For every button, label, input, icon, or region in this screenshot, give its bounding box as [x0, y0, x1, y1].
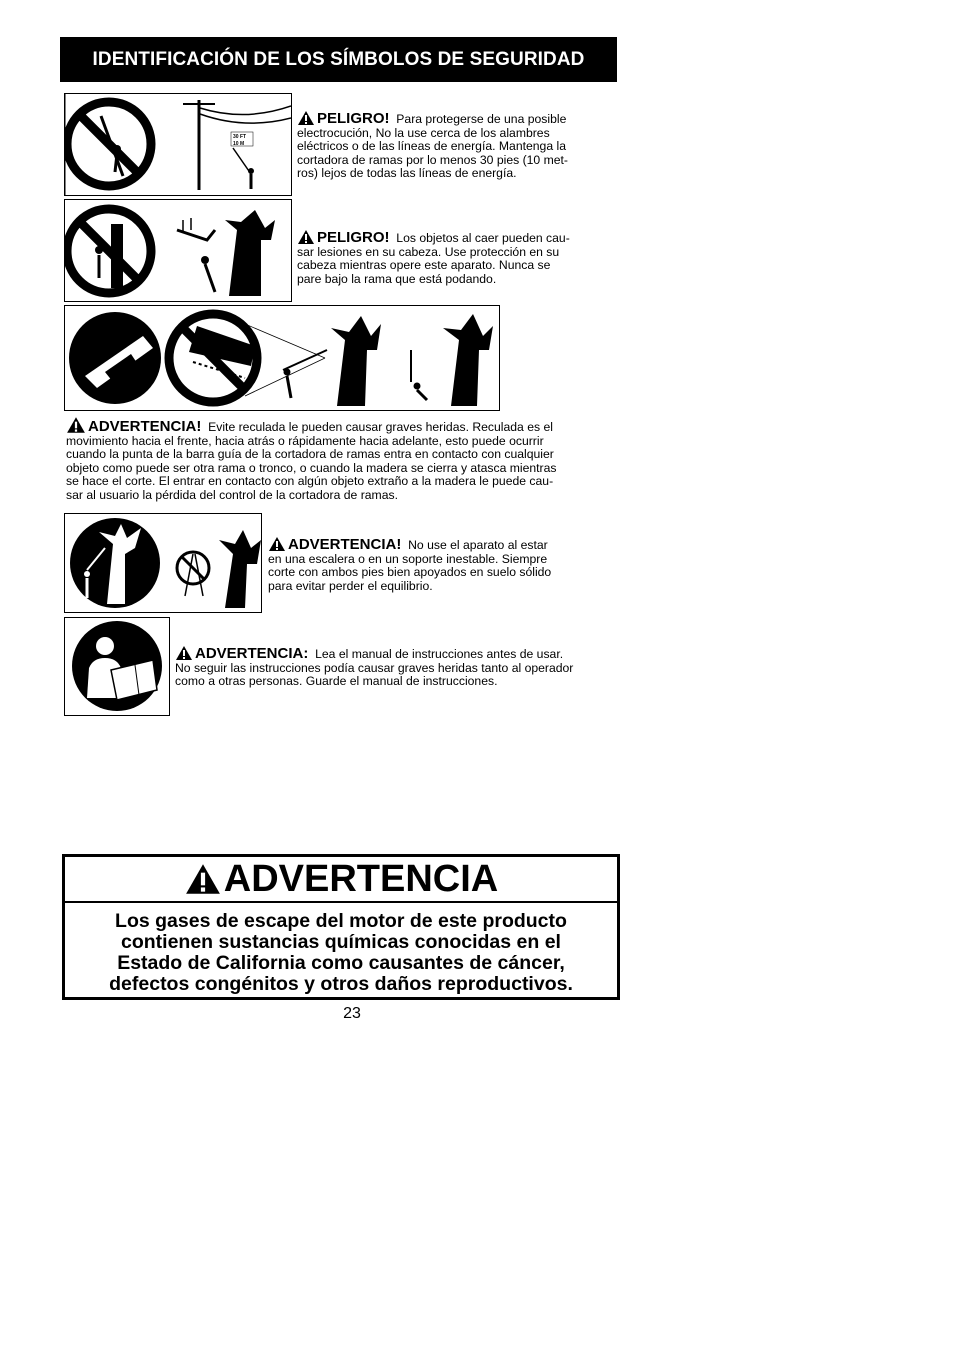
warning-line: sar lesiones en su cabeza. Use protección en su — [297, 244, 560, 259]
distance-label-metric: 10 M — [233, 141, 245, 147]
ladder-illustration — [64, 513, 262, 613]
warning-triangle-icon — [297, 110, 315, 126]
warning-line: como a otras personas. Guarde el manual de instrucciones. — [175, 674, 498, 689]
warning-line: electrocución, No la use cerca de los alambres — [297, 125, 550, 140]
warning-line: Para protegerse de una posible — [396, 112, 567, 126]
warning-line: eléctricos o de las líneas de energía. Mantenga la — [297, 139, 566, 154]
warning-heading: PELIGRO! — [317, 229, 390, 246]
warning-line: Evite reculada le pueden causar graves heridas. Reculada es el — [208, 420, 553, 434]
warning-falling-objects — [297, 229, 615, 286]
warning-line: cabeza mientras opere este aparato. Nunca se — [297, 258, 551, 273]
distance-label: 30 FT — [233, 134, 247, 140]
prop65-line: contienen sustancias químicas conocidas en el — [121, 931, 561, 953]
page-number: 23 — [343, 1005, 361, 1022]
warning-heading: PELIGRO! — [317, 110, 390, 127]
warning-line: Lea el manual de instrucciones antes de usar. — [315, 647, 564, 661]
warning-line: objeto como puede ser otra rama o tronco, o cuando la madera se cierra y atasca mientras — [66, 460, 557, 475]
warning-triangle-icon — [297, 229, 315, 245]
warning-line: se hace el corte. El entrar en contacto con algún objeto extraño a la madera le puede cau- — [66, 474, 554, 489]
warning-line: en una escalera o en un soporte inestable. Siempre — [268, 551, 548, 566]
falling-objects-illustration — [64, 199, 292, 302]
warning-line: cortadora de ramas por lo menos 30 pies (10 met- — [297, 152, 568, 167]
warning-line: No seguir las instrucciones podía causar graves heridas tanto al operador — [175, 660, 574, 675]
warning-heading: ADVERTENCIA: — [195, 645, 309, 662]
prop65-title-bar — [65, 857, 617, 903]
warning-line: para evitar perder el equilibrio. — [268, 578, 433, 593]
prop65-line: Estado de California como causantes de cáncer, — [117, 952, 565, 974]
warning-line: pare bajo la rama que está podando. — [297, 271, 497, 286]
warning-triangle-icon — [184, 862, 222, 896]
warning-line: movimiento hacia el frente, hacia atrás o rápidamente hacia adelante, esto puede ocurrir — [66, 433, 544, 448]
warning-heading: ADVERTENCIA! — [288, 536, 402, 553]
warning-ladder — [268, 536, 608, 593]
read-manual-illustration — [64, 617, 170, 716]
prop65-line: defectos congénitos y otros daños reproductivos. — [109, 973, 573, 995]
warning-triangle-icon — [66, 416, 86, 434]
section-header: IDENTIFICACIÓN DE LOS SÍMBOLOS DE SEGURIDAD — [60, 37, 617, 82]
warning-line: sar al usuario la pérdida del control de la cortadora de ramas. — [66, 487, 398, 502]
electrocution-illustration — [64, 93, 292, 196]
warning-heading: ADVERTENCIA! — [88, 418, 202, 435]
prop65-line: Los gases de escape del motor de este producto — [115, 910, 567, 932]
prop65-warning-box — [62, 854, 620, 1000]
warning-electrocution — [297, 110, 615, 181]
prop65-title: ADVERTENCIA — [223, 857, 499, 900]
prop65-body — [65, 903, 617, 995]
warning-line: cuando la punta de la barra guía de la cortadora de ramas entra en contacto con cualquier — [66, 447, 554, 462]
warning-read-manual — [175, 645, 615, 689]
warning-line: corte con ambos pies bien apoyados en suelo sólido — [268, 565, 552, 580]
warning-line: ros) lejos de todas las líneas de energía. — [297, 166, 517, 181]
warning-triangle-icon — [175, 645, 193, 661]
warning-line: Los objetos al caer pueden cau- — [396, 231, 570, 245]
warning-kickback — [66, 416, 618, 503]
warning-line: No use el aparato al estar — [408, 538, 548, 552]
kickback-illustration — [64, 305, 500, 411]
warning-triangle-icon — [268, 536, 286, 552]
